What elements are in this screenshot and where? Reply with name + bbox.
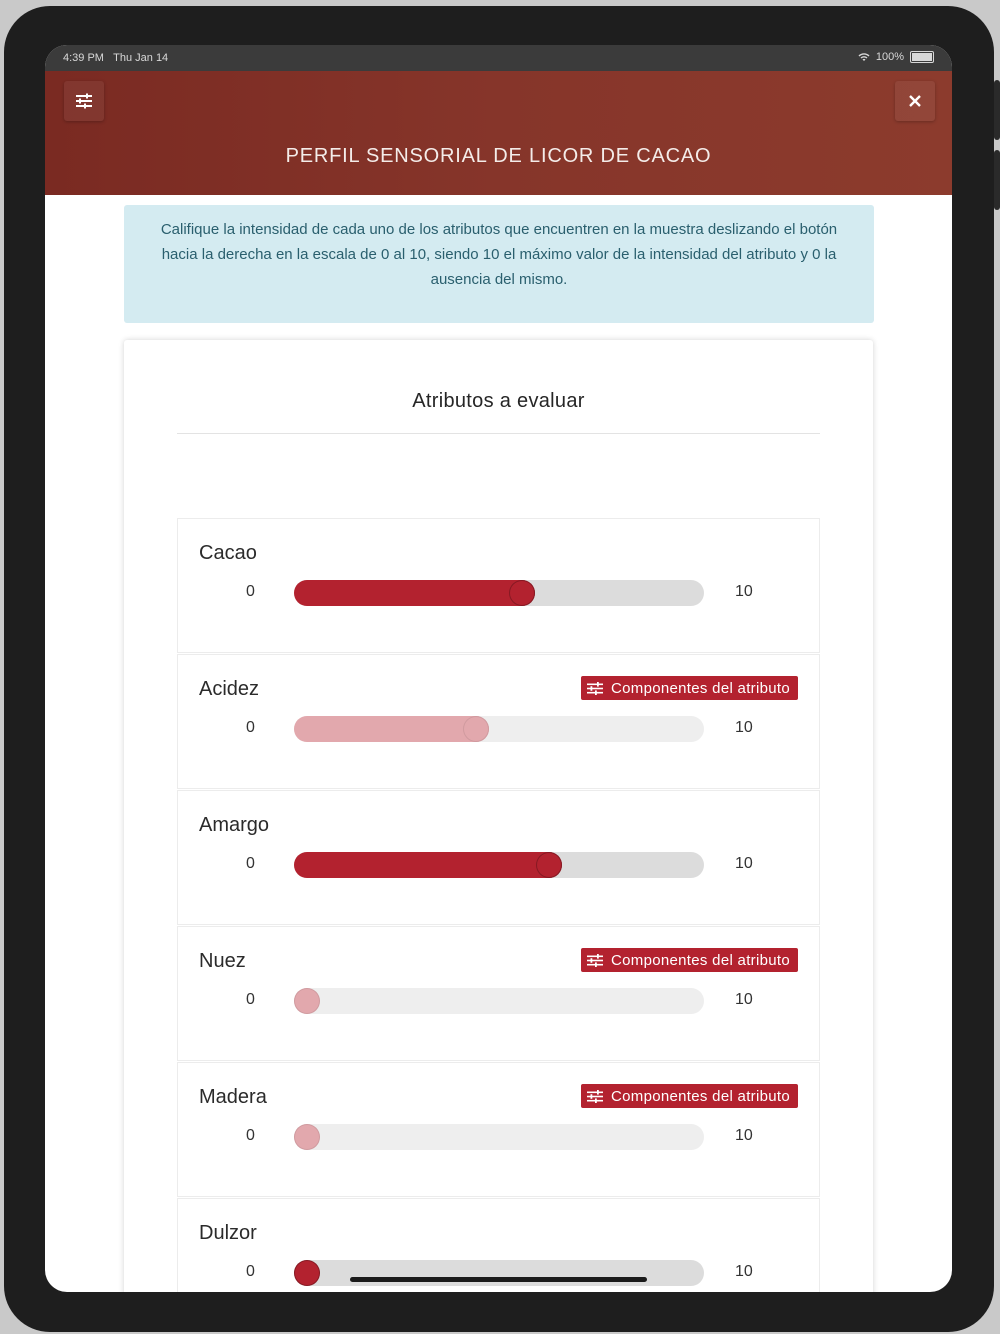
attribute-name: Nuez <box>199 950 246 972</box>
attributes-card <box>124 340 873 1292</box>
scale-max-label: 10 <box>735 1263 753 1280</box>
intensity-slider[interactable] <box>294 852 704 878</box>
slider-thumb[interactable] <box>509 580 535 606</box>
status-right <box>858 51 934 63</box>
intensity-slider[interactable] <box>294 988 704 1014</box>
battery-icon <box>910 51 934 63</box>
intensity-slider[interactable] <box>294 1124 704 1150</box>
attribute-name: Dulzor <box>199 1222 257 1244</box>
status-date-text: Thu Jan 14 <box>113 52 169 64</box>
scale-min-label: 0 <box>246 719 255 736</box>
attribute-row-acidez <box>177 654 820 789</box>
components-button-label: Componentes del atributo <box>611 951 790 969</box>
app-header <box>45 71 952 195</box>
scale-max-label: 10 <box>735 855 753 872</box>
scale-max-label: 10 <box>735 991 753 1008</box>
attribute-row-madera <box>177 1062 820 1197</box>
status-time <box>63 52 168 64</box>
wifi-icon <box>858 52 870 62</box>
slider-fill <box>294 716 489 742</box>
slider-thumb[interactable] <box>294 1124 320 1150</box>
slider-thumb[interactable] <box>294 988 320 1014</box>
components-button[interactable] <box>581 1084 798 1108</box>
scale-max-label: 10 <box>735 1127 753 1144</box>
close-button[interactable] <box>895 81 935 121</box>
attribute-name: Acidez <box>199 678 260 700</box>
device-side-button <box>994 150 1000 210</box>
slider-thumb[interactable] <box>536 852 562 878</box>
components-button-label: Componentes del atributo <box>611 679 790 697</box>
components-button-label: Componentes del atributo <box>611 1087 790 1105</box>
home-indicator[interactable] <box>350 1277 647 1282</box>
intensity-slider[interactable] <box>294 580 704 606</box>
attribute-row-amargo <box>177 790 820 925</box>
intensity-slider[interactable] <box>294 1260 704 1286</box>
device-side-button <box>994 80 1000 140</box>
card-title: Atributos a evaluar <box>412 390 585 412</box>
sliders-icon <box>587 682 603 695</box>
slider-thumb[interactable] <box>294 1260 320 1286</box>
components-button[interactable] <box>581 948 798 972</box>
page-title: PERFIL SENSORIAL DE LICOR DE CACAO <box>285 145 712 167</box>
scale-max-label: 10 <box>735 583 753 600</box>
intensity-slider[interactable] <box>294 716 704 742</box>
scale-min-label: 0 <box>246 583 255 600</box>
sliders-icon <box>587 954 603 967</box>
close-icon <box>909 95 921 107</box>
slider-thumb[interactable] <box>463 716 489 742</box>
app-screen <box>45 45 952 1292</box>
sliders-icon <box>587 1090 603 1103</box>
scale-min-label: 0 <box>246 1263 255 1280</box>
attribute-name: Amargo <box>199 814 270 836</box>
scale-min-label: 0 <box>246 855 255 872</box>
attribute-name: Cacao <box>199 542 257 564</box>
sliders-icon <box>75 93 93 109</box>
components-button[interactable] <box>581 676 798 700</box>
status-bar <box>45 45 952 71</box>
menu-button[interactable] <box>64 81 104 121</box>
card-divider <box>177 433 820 434</box>
battery-percent: 100% <box>875 51 904 63</box>
instructions-alert: Califique la intensidad de cada uno de los atributos que encuentren en la muestra deslizando el botón hacia la derecha en la escala de 0 al 10, siendo 10 el máximo valor de la intensidad del atributo y 0 la ausencia del mismo. <box>124 205 874 323</box>
attribute-row-nuez <box>177 926 820 1061</box>
attribute-row-cacao <box>177 518 820 653</box>
attribute-name: Madera <box>199 1086 267 1108</box>
scale-min-label: 0 <box>246 1127 255 1144</box>
scale-min-label: 0 <box>246 991 255 1008</box>
status-time-text: 4:39 PM <box>63 52 104 64</box>
slider-fill <box>294 580 535 606</box>
slider-fill <box>294 852 562 878</box>
scale-max-label: 10 <box>735 719 753 736</box>
